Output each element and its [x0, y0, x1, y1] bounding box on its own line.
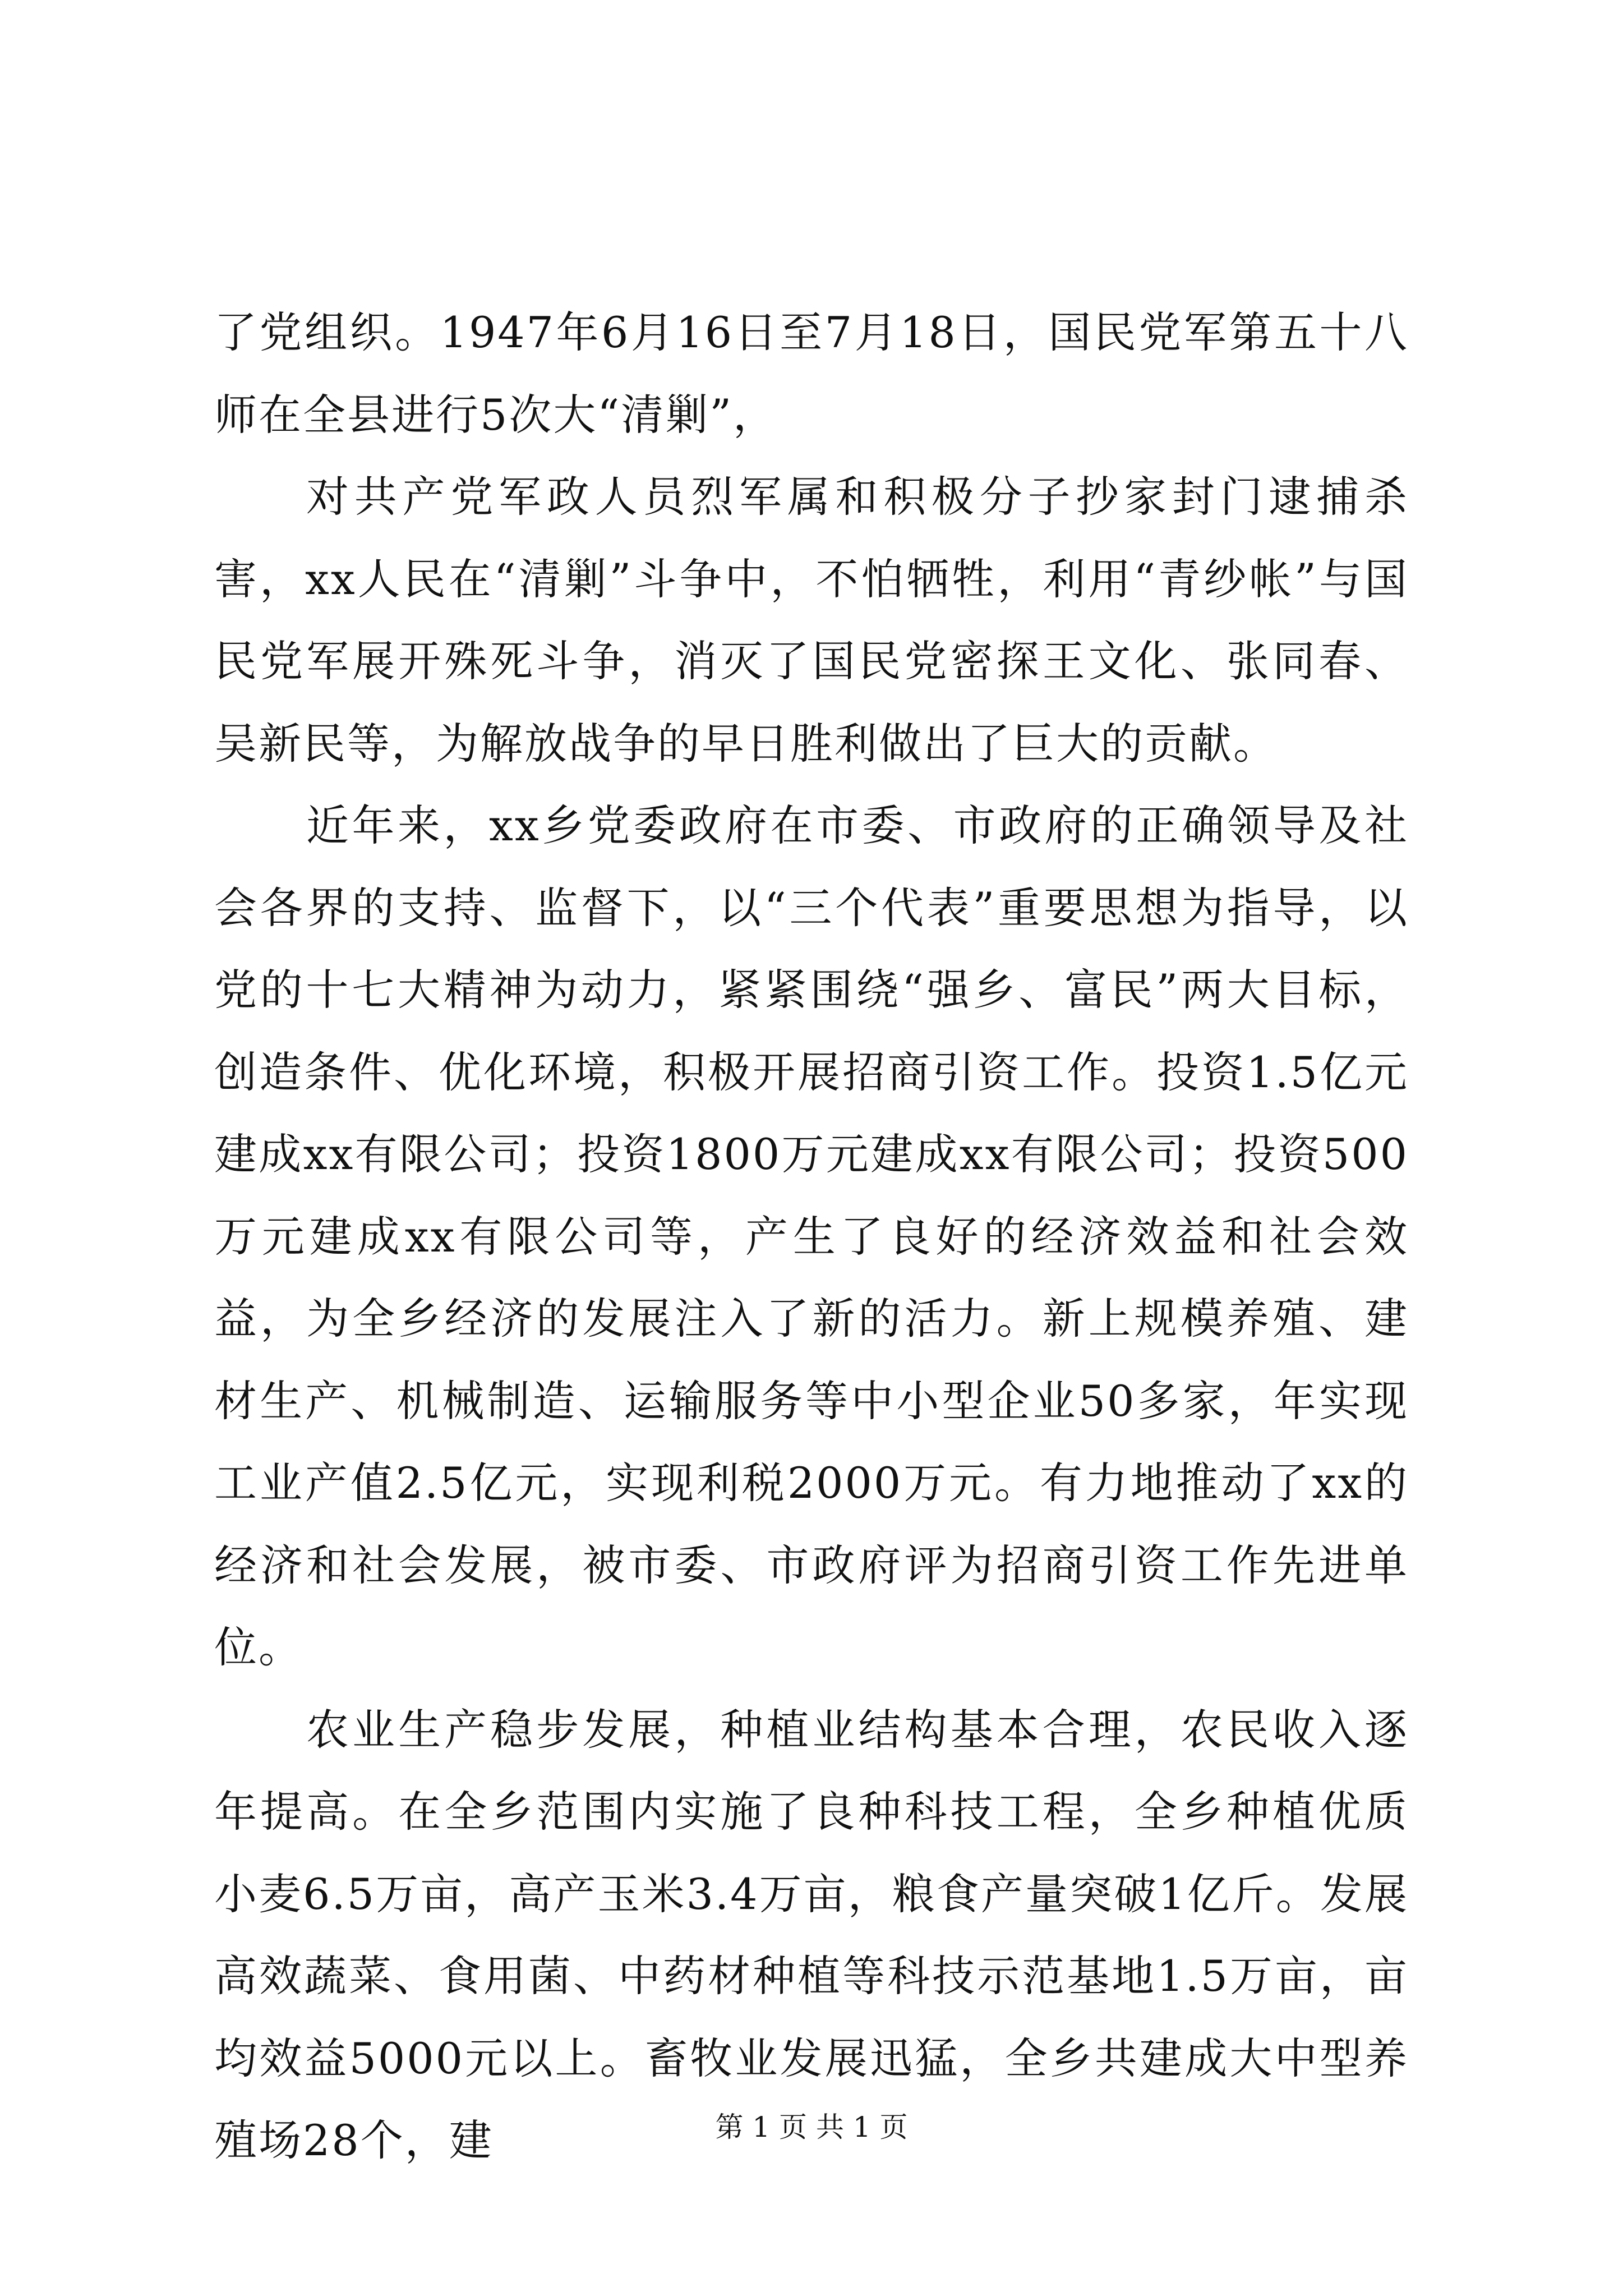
paragraph-4: 农业生产稳步发展，种植业结构基本合理，农民收入逐年提高。在全乡范围内实施了良种科技工程，全乡种植优质小麦6.5万亩，高产玉米3.4万亩，粮食产量突破1亿斤。发展高效蔬菜、食用菌、中药材种植等科技示范基地1.5万亩，亩均效益5000元以上。畜牧业发展迅猛，全乡共建成大中型养殖场28个，建 [214, 1704, 1409, 2165]
page-footer: 第 1 页 共 1 页 [715, 2111, 908, 2143]
paragraph-2: 对共产党军政人员烈军属和积极分子抄家封门逮捕杀害，xx人民在“清剿”斗争中，不怕牺牲，利用“青纱帐”与国民党军展开殊死斗争，消灭了国民党密探王文化、张同春、吴新民等，为解放战争的早日胜利做出了巨大的贡献。 [214, 472, 1409, 769]
paragraph-3: 近年来，xx乡党委政府在市委、市政府的正确领导及社会各界的支持、监督下，以“三个代表”重要思想为指导，以党的十七大精神为动力，紧紧围绕“强乡、富民”两大目标，创造条件、优化环境，积极开展招商引资工作。投资1.5亿元建成xx有限公司；投资1800万元建成xx有限公司；投资500万元建成xx有限公司等，产生了良好的经济效益和社会效益，为全乡经济的发展注入了新的活力。新上规模养殖、建材生产、机械制造、运输服务等中小型企业50多家，年实现工业产值2.5亿元，实现利税2000万元。有力地推动了xx的经济和社会发展，被市委、市政府评为招商引资工作先进单位。 [214, 800, 1409, 1672]
document-body [214, 292, 1409, 2182]
paragraph-1: 了党组织。1947年6月16日至7月18日，国民党军第五十八师在全县进行5次大“清剿”， [214, 307, 1409, 440]
